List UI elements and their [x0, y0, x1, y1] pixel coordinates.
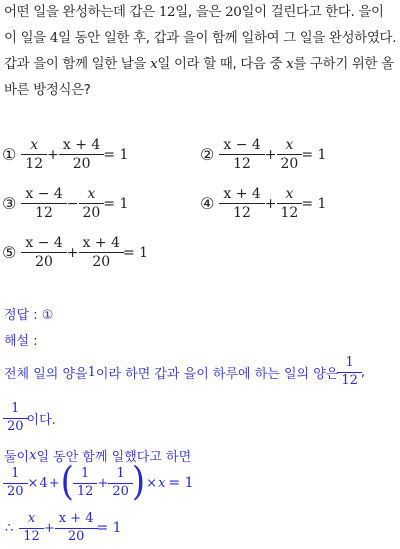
option-4[interactable] [200, 186, 326, 221]
solution-text: 이라 하면 갑과 을이 하루에 하는 일의 양은 [95, 366, 339, 382]
number: 4 [39, 475, 48, 491]
fraction: $\frac{1}{20}$ [5, 467, 26, 500]
equation-rhs: = 1 [96, 520, 122, 537]
answer-line: 정답 : ① [4, 308, 54, 323]
variable: x [158, 475, 166, 491]
solution-text: 전체 일의 양을 [4, 366, 88, 382]
solution-text: 이다. [26, 412, 56, 428]
solution-line-1 [4, 356, 365, 389]
fraction: $\frac{x}{20}$ [279, 137, 301, 172]
times-sign: × [146, 475, 158, 491]
plus-sign: + [43, 520, 55, 536]
fraction: $\frac{x}{20}$ [81, 186, 103, 221]
fraction: $\frac{1}{12}$ [339, 356, 360, 389]
solution-text: 둘이 [4, 450, 30, 465]
problem-number: 12 [158, 5, 176, 20]
plus-sign: + [264, 146, 277, 163]
solution-equation [4, 458, 194, 505]
option-3[interactable] [2, 186, 128, 221]
solution-text: 일 동안 함께 일했다고 하면 [36, 450, 192, 465]
explanation-label: 해설 : [4, 334, 38, 349]
fraction: $\frac{x}{12}$ [279, 186, 301, 221]
plus-sign: + [97, 475, 109, 491]
option-number: ① [2, 145, 17, 165]
fraction: $\frac{1}{20}$ [5, 402, 26, 435]
problem-text: 일 동안 일한 후, 갑과 을이 함께 일하여 그 일을 완성하였다. 갑과 을이 함께 일한 날을 [4, 31, 397, 72]
final-equation [4, 512, 122, 545]
problem-text: 일 이라 할 때, 다음 중 [157, 57, 287, 72]
equation-rhs: = 1 [103, 195, 129, 212]
equation-rhs: = 1 [301, 195, 327, 212]
option-number: ② [200, 145, 215, 165]
problem-number: 4 [49, 31, 59, 46]
plus-sign: + [48, 475, 60, 491]
solution-number: 1 [87, 364, 96, 380]
comma: , [360, 364, 366, 380]
plus-sign: + [264, 195, 277, 212]
plus-sign: + [47, 146, 59, 163]
solution-line-2 [4, 402, 56, 435]
problem-number: 20 [225, 5, 242, 20]
variable: x [29, 448, 37, 463]
therefore-symbol: ∴ [5, 520, 14, 536]
equation-rhs: = 1 [103, 146, 129, 163]
equation-rhs: = 1 [168, 475, 194, 492]
option-number: ③ [2, 194, 17, 214]
problem-variable: x [150, 57, 158, 72]
fraction: $\frac{x - 4}{12}$ [23, 186, 64, 221]
times-sign: × [27, 475, 39, 491]
equation-rhs: = 1 [301, 146, 327, 163]
fraction: $\frac{x + 4}{20}$ [61, 137, 102, 172]
problem-text: 어떤 일을 완성하는데 갑은 [4, 5, 159, 20]
option-1[interactable] [2, 137, 128, 172]
fraction: $\frac{x + 4}{20}$ [81, 235, 122, 270]
fraction: $\frac{x}{12}$ [21, 512, 42, 545]
left-paren: ( [60, 458, 74, 505]
solution-line-3 [4, 446, 191, 465]
fraction: $\frac{x + 4}{12}$ [221, 186, 262, 221]
right-paren: ) [131, 458, 146, 505]
option-2[interactable] [200, 137, 326, 172]
problem-variable: x [286, 57, 294, 72]
problem-statement [4, 0, 398, 104]
problem-text: 를 구하기 위한 올바른 방정식은? [4, 57, 394, 98]
option-5[interactable] [2, 235, 148, 270]
minus-sign: − [66, 195, 79, 212]
problem-text: 일이 걸린다고 한다. 을이 이 일을 [4, 5, 384, 46]
fraction: $\frac{x}{12}$ [23, 137, 45, 172]
plus-sign: + [66, 244, 79, 261]
option-number: ⑤ [2, 243, 17, 263]
fraction: $\frac{x - 4}{20}$ [23, 235, 64, 270]
problem-text: 일, 을은 [175, 5, 226, 20]
fraction: $\frac{x + 4}{20}$ [57, 512, 96, 545]
equation-rhs: = 1 [122, 244, 149, 261]
fraction: $\frac{1}{12}$ [75, 467, 96, 500]
fraction: $\frac{1}{20}$ [110, 467, 131, 500]
option-number: ④ [200, 194, 215, 214]
fraction: $\frac{x - 4}{12}$ [221, 137, 262, 172]
